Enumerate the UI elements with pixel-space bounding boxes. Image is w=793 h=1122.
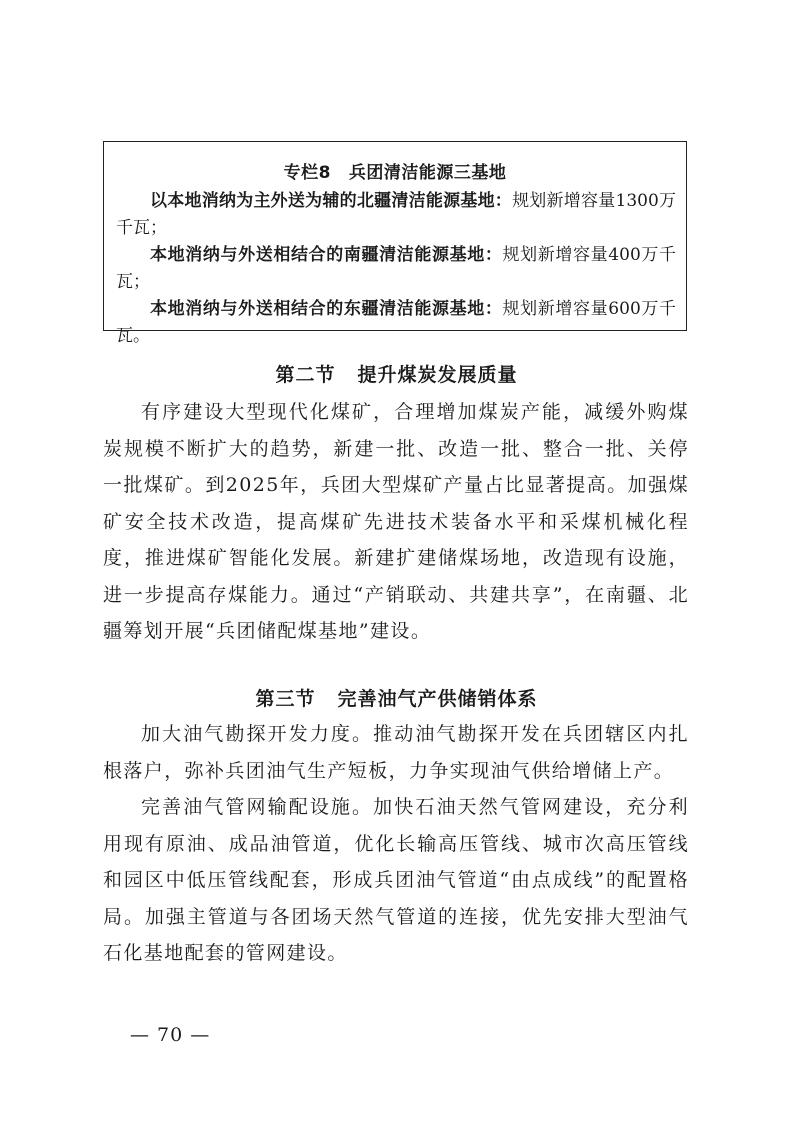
body-paragraph: 加大油气勘探开发力度。推动油气勘探开发在兵团辖区内扎根落户，弥补兵团油气生产短板，力争实现油气供给增储上产。	[103, 723, 689, 782]
box-item-text: 规划新增容量600万千瓦。	[116, 299, 677, 346]
special-column-box	[103, 141, 687, 346]
section-body	[103, 716, 689, 972]
section-heading	[0, 684, 793, 711]
section-heading	[0, 360, 793, 387]
box-item-north	[116, 188, 676, 242]
box-item-east	[116, 296, 676, 350]
box-item-heading: 本地消纳与外送相结合的东疆清洁能源基地：	[150, 299, 503, 319]
box-title	[104, 158, 686, 183]
box-item-text: 规划新增容量1300万千瓦；	[116, 191, 677, 238]
box-body	[116, 188, 676, 350]
section-number: 第三节	[255, 688, 316, 710]
box-item-text: 规划新增容量400万千瓦；	[116, 245, 677, 292]
page-number: — 70 —	[130, 1024, 211, 1046]
section-body	[103, 394, 689, 650]
body-paragraph: 完善油气管网输配设施。加快石油天然气管网建设，充分利用现有原油、成品油管道，优化长输高压管线、城市次高压管线和园区中低压管线配套，形成兵团油气管道“由点成线”的配置格局。加强主管道与各团场天然气管道的连接，优先安排大型油气石化基地配套的管网建设。	[103, 796, 689, 964]
box-item-heading: 本地消纳与外送相结合的南疆清洁能源基地：	[150, 245, 503, 265]
box-item-south	[116, 242, 676, 296]
box-title-label: 专栏8	[283, 163, 331, 183]
section-title: 完善油气产供储销体系	[337, 688, 538, 710]
section-number: 第二节	[275, 364, 336, 386]
section-title: 提升煤炭发展质量	[357, 364, 518, 386]
box-title-text: 兵团清洁能源三基地	[348, 163, 507, 183]
box-item-heading: 以本地消纳为主外送为辅的北疆清洁能源基地：	[150, 191, 513, 211]
body-paragraph: 有序建设大型现代化煤矿，合理增加煤炭产能，减缓外购煤炭规模不断扩大的趋势，新建一批、改造一批、整合一批、关停一批煤矿。到2025年，兵团大型煤矿产量占比显著提高。加强煤矿安全技术改造，提高煤矿先进技术装备水平和采煤机械化程度，推进煤矿智能化发展。新建扩建储煤场地，改造现有设施，进一步提高存煤能力。通过“产销联动、共建共享”，在南疆、北疆筹划开展“兵团储配煤基地”建设。	[103, 401, 689, 642]
